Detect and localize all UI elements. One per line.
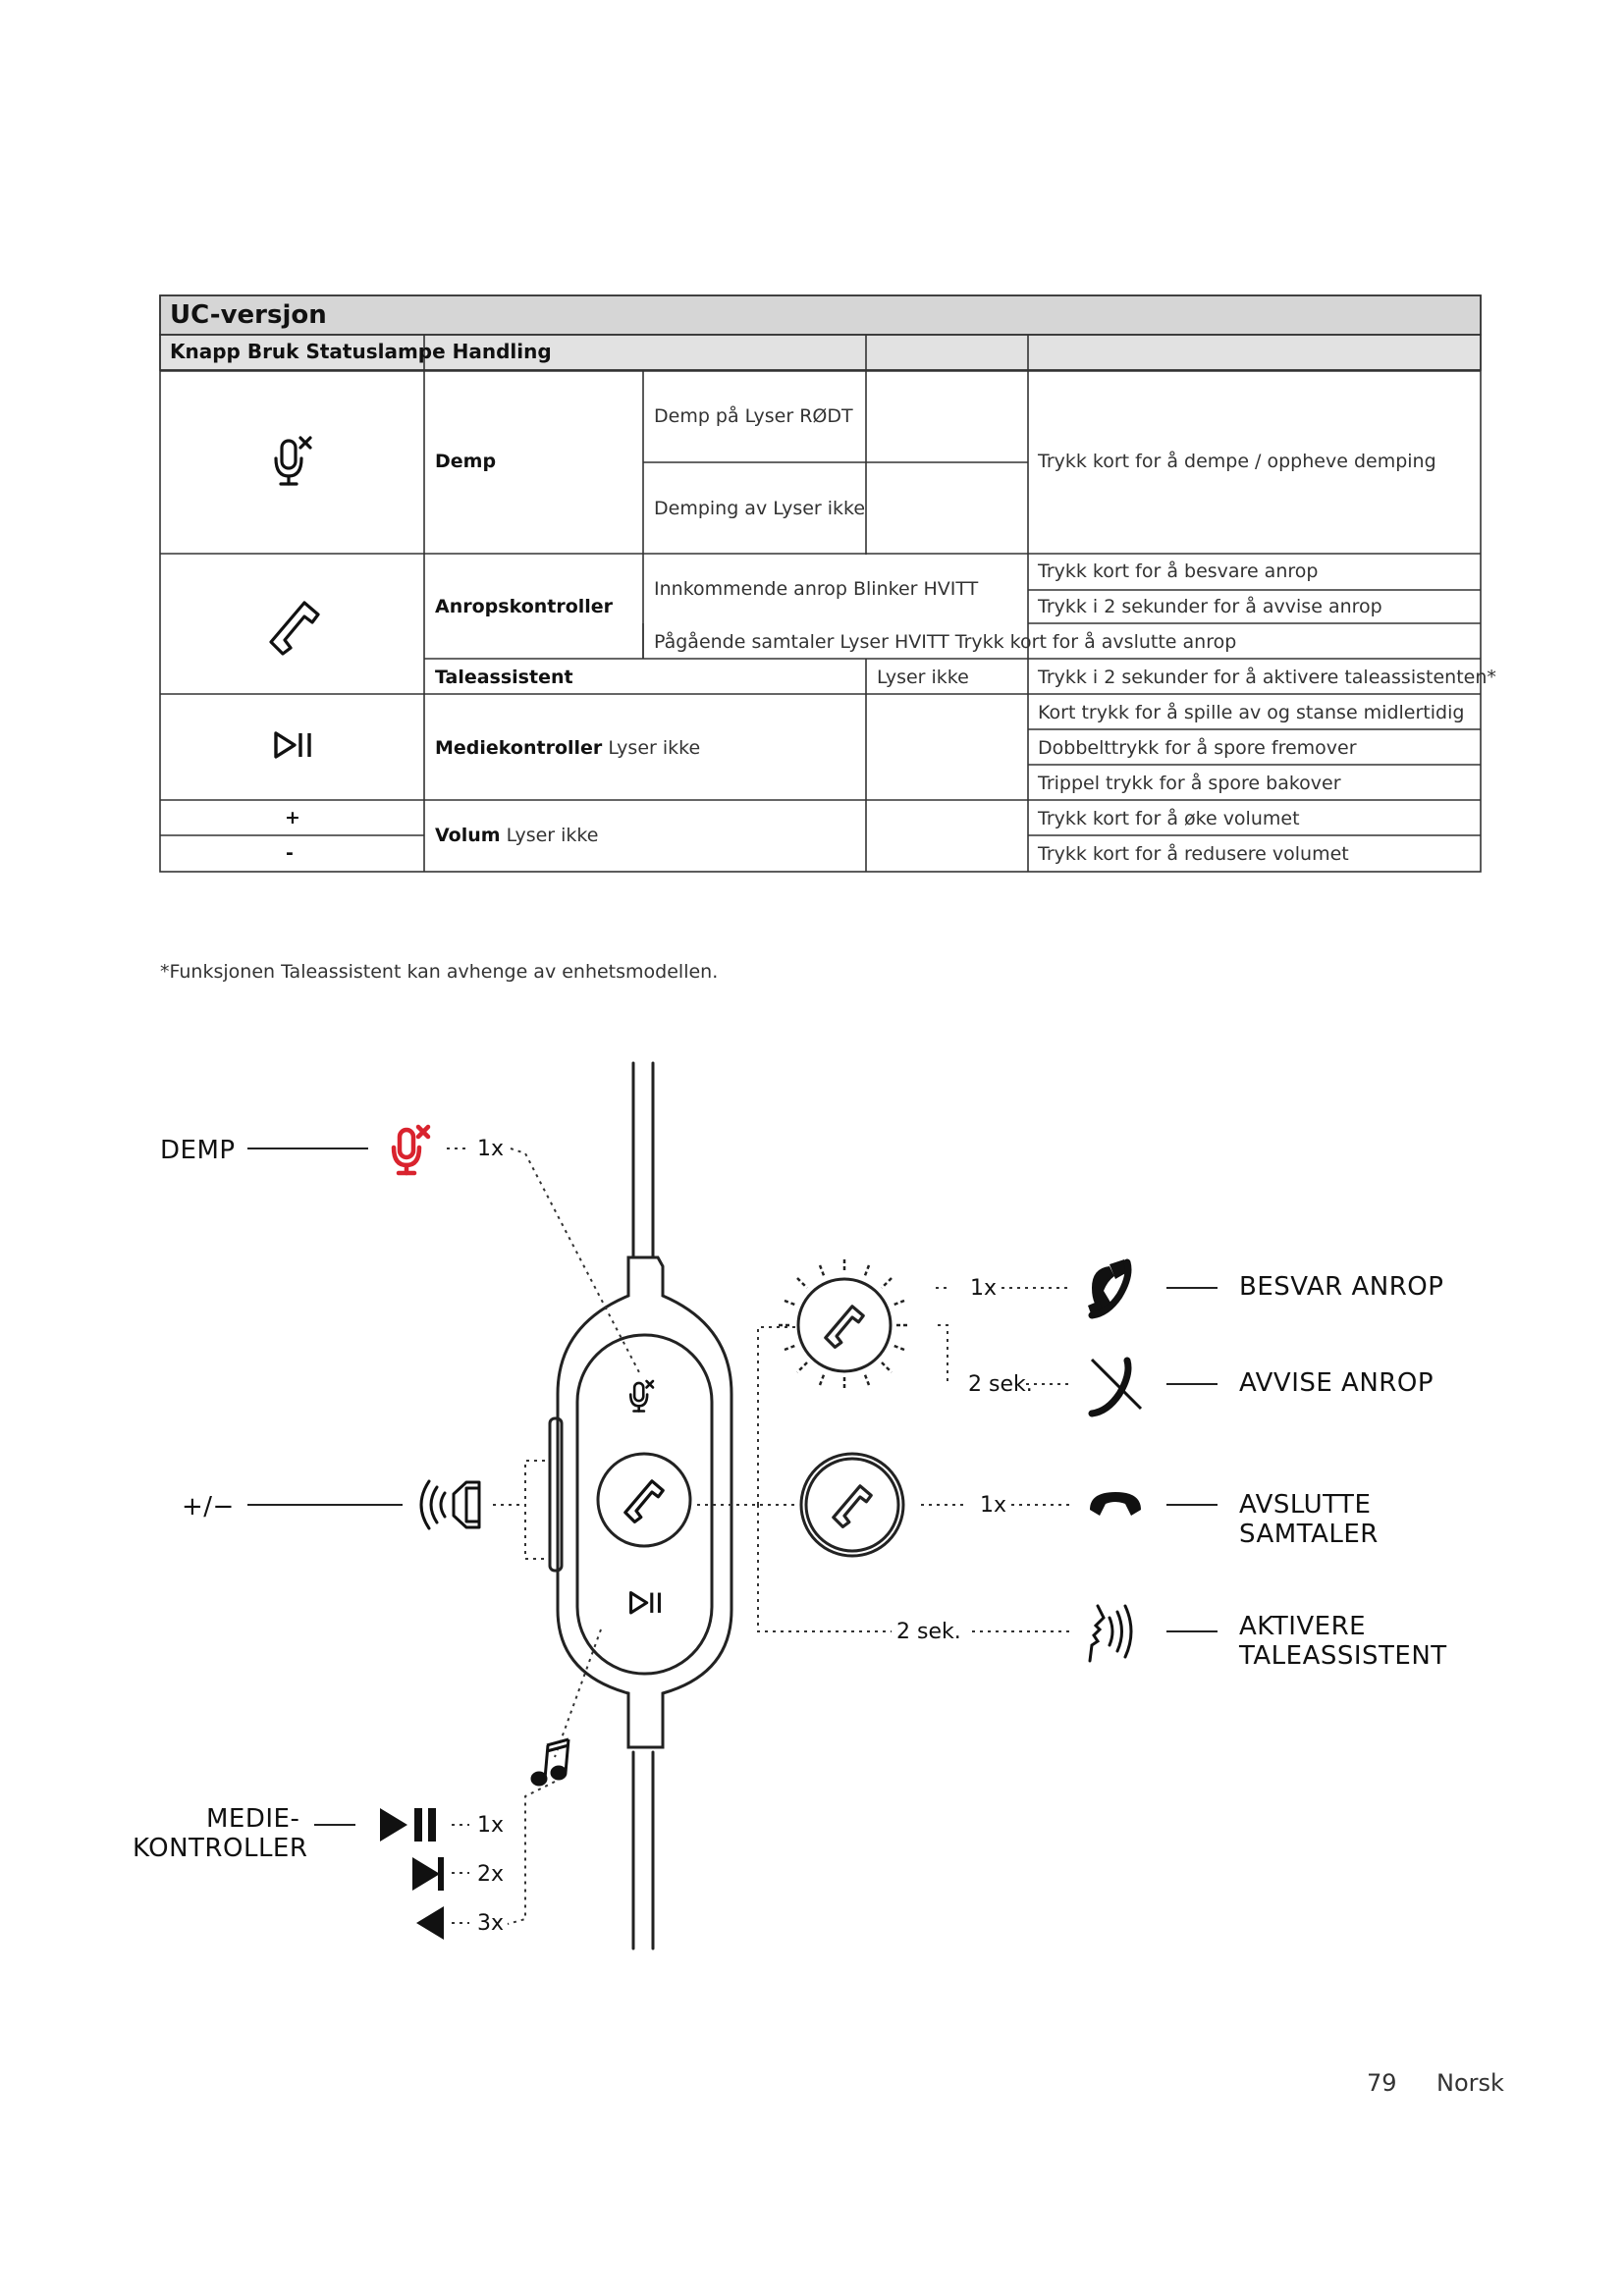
volum-action-up: Trykk kort for å øke volumet	[1038, 808, 1300, 829]
media-label-1: MEDIE-	[206, 1804, 300, 1834]
volume-label: +/−	[182, 1492, 235, 1522]
volume-minus: -	[286, 842, 294, 864]
controller-phone-icon	[625, 1481, 663, 1522]
demp-label: DEMP	[160, 1136, 236, 1165]
media-label-2: KONTROLLER	[133, 1834, 308, 1863]
answer-label: BESVAR ANROP	[1239, 1272, 1444, 1302]
steady-call-icon	[801, 1454, 903, 1556]
taleassistent-action: Trykk i 2 sekunder for å aktivere taleassistenten*	[1038, 667, 1496, 688]
page-language: Norsk	[1436, 2069, 1504, 2097]
answer-count: 1x	[970, 1276, 998, 1301]
end-label-2: SAMTALER	[1239, 1520, 1379, 1549]
skip-forward-icon	[412, 1857, 444, 1891]
table-header: Knapp Bruk Statuslampe Handling	[170, 340, 552, 363]
volum-name-row	[435, 825, 598, 846]
end-label-1: AVSLUTTE	[1239, 1490, 1372, 1520]
end-call-icon	[1090, 1492, 1141, 1516]
volum-status: Lyser ikke	[506, 825, 599, 846]
skip-back-icon	[416, 1906, 444, 1940]
demp-status-off: Demping av Lyser ikke	[654, 498, 866, 519]
assistant-label-2: TALEASSISTENT	[1239, 1641, 1447, 1671]
decline-label: AVVISE ANROP	[1239, 1368, 1435, 1398]
answer-phone-icon	[1088, 1259, 1129, 1316]
anrop-action-answer: Trykk kort for å besvare anrop	[1038, 561, 1319, 582]
media-action-3: Trippel trykk for å spore bakover	[1038, 773, 1341, 794]
anrop-name: Anropskontroller	[435, 596, 614, 617]
voice-assistant-icon	[1090, 1606, 1131, 1661]
demp-name: Demp	[435, 451, 497, 472]
media-count-3: 3x	[477, 1911, 505, 1936]
demp-status-on: Demp på Lyser RØDT	[654, 405, 853, 427]
demp-count: 1x	[477, 1137, 505, 1161]
taleassistent-name: Taleassistent	[435, 667, 573, 688]
decline-count: 2 sek.	[968, 1372, 1033, 1397]
table-title: UC-versjon	[170, 300, 327, 330]
assistant-label-1: AKTIVERE	[1239, 1612, 1367, 1641]
phone-icon	[265, 597, 324, 656]
media-name-row	[435, 737, 700, 759]
footnote: *Funksjonen Taleassistent kan avhenge av enhetsmodellen.	[160, 961, 719, 983]
media-action-2: Dobbelttrykk for å spore fremover	[1038, 737, 1357, 759]
demp-red-mic-icon	[394, 1127, 428, 1173]
blinking-call-icon	[798, 1279, 891, 1371]
taleassistent-status: Lyser ikke	[877, 667, 969, 688]
demp-action: Trykk kort for å dempe / oppheve demping	[1038, 451, 1436, 472]
media-count-2: 2x	[477, 1862, 505, 1887]
music-note-icon	[532, 1739, 568, 1785]
page-number: 79	[1367, 2069, 1397, 2097]
volume-rocker	[550, 1418, 562, 1571]
play-pause-filled-icon	[380, 1808, 436, 1842]
anrop-action-decline: Trykk i 2 sekunder for å avvise anrop	[1038, 596, 1382, 617]
media-count-1: 1x	[477, 1813, 505, 1838]
media-action-1: Kort trykk for å spille av og stanse midlertidig	[1038, 702, 1465, 723]
speaker-icon	[421, 1481, 479, 1528]
media-status: Lyser ikke	[608, 737, 701, 759]
assistant-count: 2 sek.	[896, 1620, 961, 1644]
controller-play-pause-icon	[631, 1593, 660, 1613]
controller-mute-icon	[630, 1381, 653, 1412]
table-grid	[0, 0, 1624, 883]
volume-plus: +	[285, 807, 300, 828]
decline-phone-icon	[1092, 1360, 1141, 1414]
end-count: 1x	[980, 1493, 1007, 1518]
volum-action-down: Trykk kort for å redusere volumet	[1038, 843, 1349, 865]
play-pause-icon	[273, 730, 314, 760]
anrop-status-incoming: Innkommende anrop Blinker HVITT	[654, 578, 979, 600]
anrop-ongoing: Pågående samtaler Lyser HVITT Trykk kort for å avslutte anrop	[654, 631, 1237, 653]
media-name: Mediekontroller	[435, 737, 603, 759]
mute-mic-icon	[271, 435, 316, 490]
volum-name: Volum	[435, 825, 501, 846]
